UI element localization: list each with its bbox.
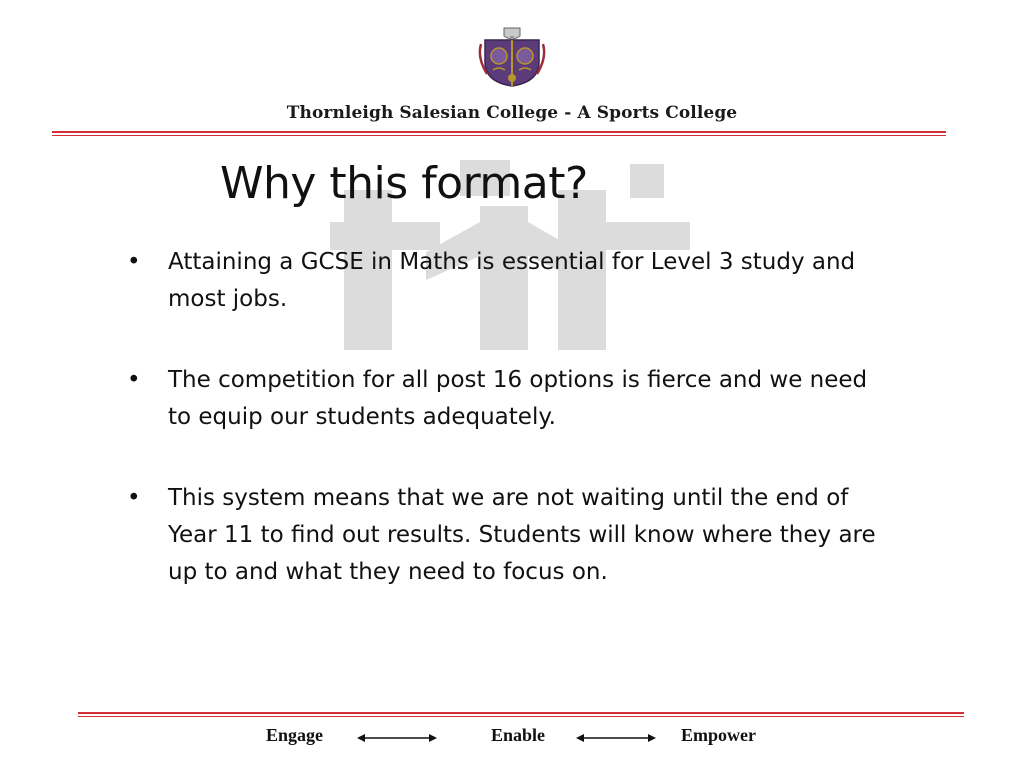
college-name: Thornleigh Salesian College - A Sports College — [286, 103, 738, 123]
bullet-text: Attaining a GCSE in Maths is essential for Level 3 study and most jobs. — [168, 249, 856, 312]
college-crest-logo — [477, 26, 547, 88]
footer-enable: Enable — [491, 725, 546, 745]
bullet-item — [125, 244, 895, 318]
double-arrow-icon — [357, 731, 437, 745]
double-arrow-icon — [576, 731, 656, 745]
footer-empower: Empower — [681, 725, 756, 745]
footer — [0, 725, 1024, 751]
bullet-text: This system means that we are not waiting until the end of Year 11 to find out results. Students will know where they are up to and what they need to focus on. — [168, 485, 876, 585]
bullet-marker: • — [127, 249, 141, 275]
bullet-text: The competition for all post 16 options is fierce and we need to equip our students adequately. — [168, 367, 868, 430]
bullet-item — [125, 362, 895, 436]
bullet-marker: • — [127, 367, 141, 393]
bullet-marker: • — [127, 485, 141, 511]
bullet-item — [125, 480, 895, 591]
bullet-list — [125, 244, 895, 635]
slide-title: Why this format? — [220, 158, 588, 209]
footer-engage: Engage — [266, 725, 324, 745]
